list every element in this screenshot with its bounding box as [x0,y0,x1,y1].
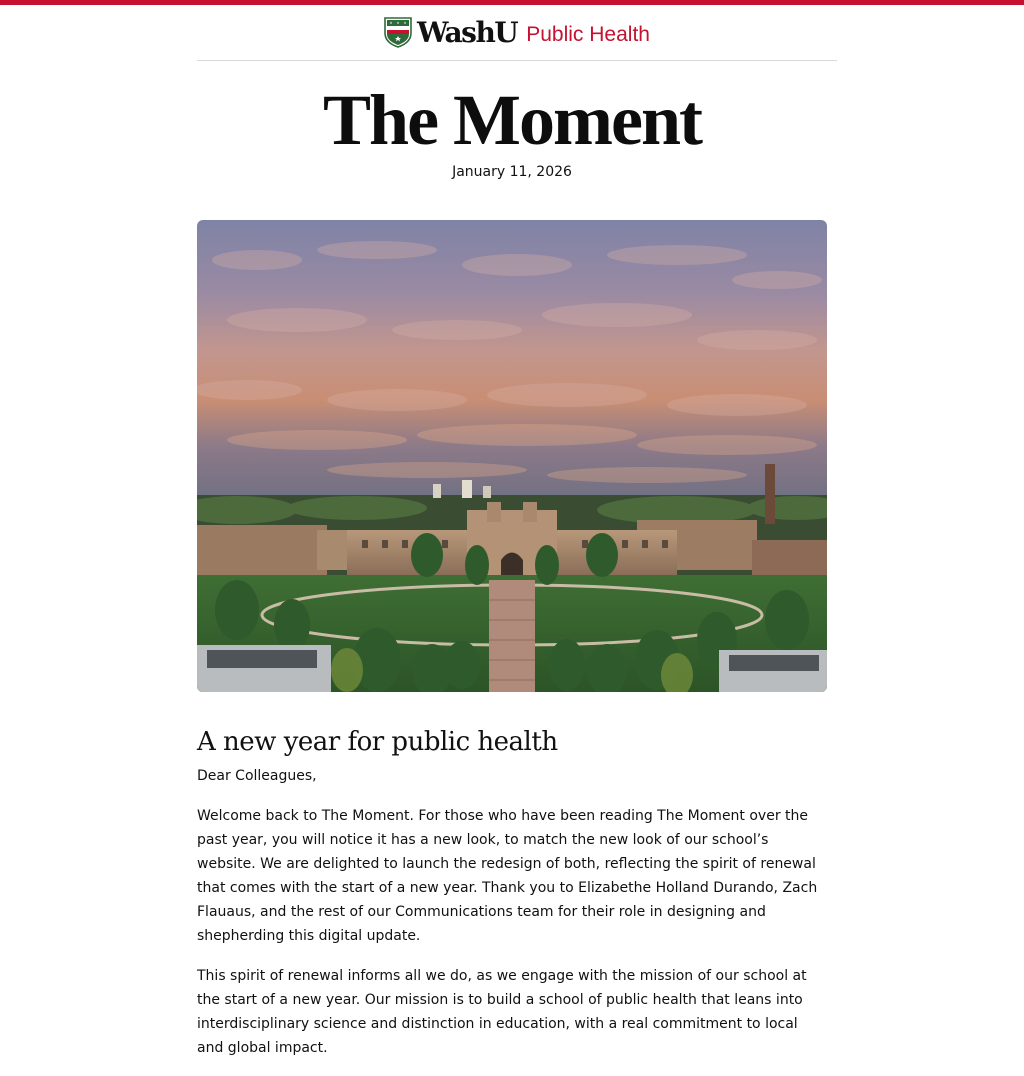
paragraph: This spirit of renewal informs all we do, as we engage with the mission of our school at the start of a new year. Our mission is to build a school of public health that leans into interdisciplinary science and distinction in education, with a real commitment to local and global impact. [197,968,807,1056]
article-body [197,764,827,1076]
issue-date: January 11, 2026 [452,164,572,180]
article-heading: A new year for public health [197,727,558,757]
paragraph: Welcome back to The Moment. For those who have been reading The Moment over the past year, you will notice it has a new look, to match the new look of our school’s website. We are delighted to launch the redesign of both, reflecting the spirit of renewal that comes with the start of a new year. Thank you to Elizabethe Holland Durando, Zach Flauaus, and the rest of our Communications team for their role in designing and shepherding this digital update. [197,808,818,944]
shield-icon [384,17,412,48]
washu-logo[interactable] [384,17,650,48]
masthead [197,5,837,61]
campus-aerial-photo [197,220,827,692]
school-name: Public Health [526,23,650,46]
greeting: Dear Colleagues, [197,768,317,784]
brand-wordmark: WashU [417,15,518,49]
hero-image [197,220,827,692]
newsletter-title: The Moment [323,80,701,160]
